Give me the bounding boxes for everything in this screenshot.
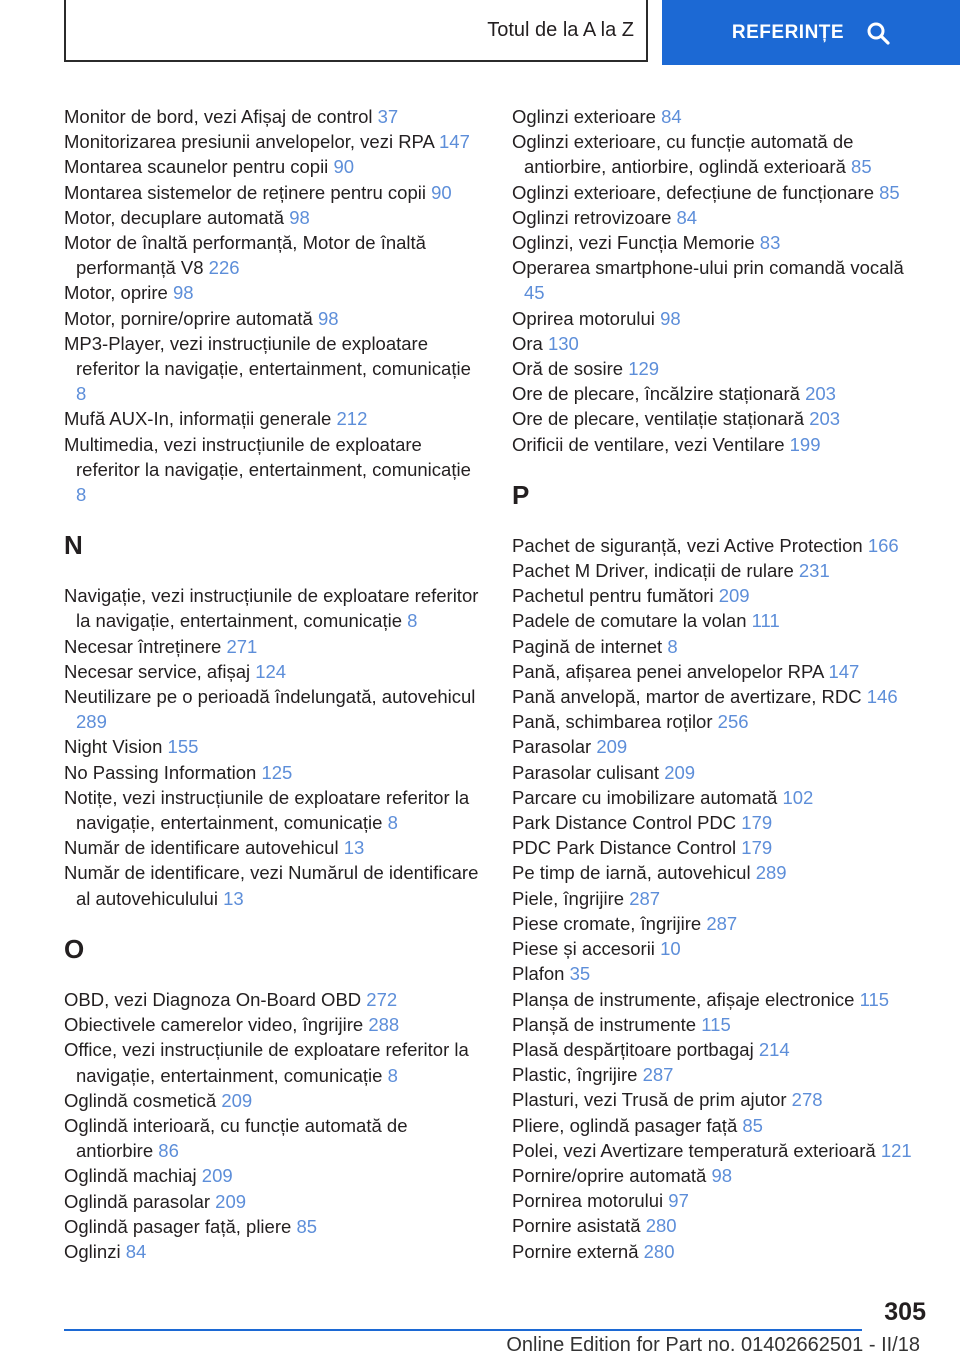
- index-entry-page-link[interactable]: 84: [125, 1240, 147, 1262]
- index-entry: [64, 1163, 482, 1188]
- index-entry-page-link[interactable]: 8: [387, 812, 398, 834]
- index-entry: [512, 205, 928, 230]
- index-entry-text: Oglinzi: [64, 1240, 121, 1262]
- index-entry-text: MP3-Player, vezi instrucțiunile de exploatare referitor la navigație, entertainment, comunicație: [64, 332, 471, 380]
- index-column-left: [64, 104, 482, 1264]
- index-entry: [512, 1188, 928, 1213]
- index-entry-page-link[interactable]: 287: [706, 912, 738, 934]
- index-entry-page-link[interactable]: 209: [221, 1089, 253, 1111]
- index-entry: [512, 709, 928, 734]
- index-entry-text: Pachetul pentru fumători: [512, 585, 714, 607]
- index-entry-text: Număr de identificare, vezi Numărul de identificare al autovehiculului: [64, 862, 479, 909]
- index-entry-page-link[interactable]: 146: [866, 686, 898, 708]
- index-entry-text: Pană, afișarea penei anvelopelor RPA: [512, 660, 824, 682]
- index-entry: [512, 1087, 928, 1112]
- index-entry-text: Multimedia, vezi instrucțiunile de exploatare referitor la navigație, entertainment, comunicație: [64, 433, 471, 480]
- index-entry-text: Padele de comutare la volan: [512, 610, 747, 632]
- index-entry-text: Pliere, oglindă pasager față: [512, 1114, 738, 1136]
- index-entry-text: Parcare cu imobilizare automată: [512, 786, 778, 808]
- index-entry: [64, 634, 482, 659]
- index-entry-page-link[interactable]: 209: [664, 761, 696, 783]
- index-entry: [64, 987, 482, 1012]
- index-entry-text: Navigație, vezi instrucțiunile de exploatare referitor la navigație, entertainment, comunicație: [64, 585, 479, 632]
- index-entry-page-link[interactable]: 226: [208, 257, 240, 279]
- index-entry-text: Oglindă interioară, cu funcție automată de antiorbire: [64, 1114, 408, 1162]
- index-entry-text: Oprirea motorului: [512, 307, 655, 329]
- index-entry-page-link[interactable]: 124: [255, 660, 287, 682]
- index-entry-page-link[interactable]: 179: [741, 812, 773, 834]
- index-entry-page-link[interactable]: 121: [880, 1139, 912, 1161]
- index-entry-text: Park Distance Control PDC: [512, 812, 737, 834]
- index-entry: [512, 583, 928, 608]
- index-entry: [64, 280, 482, 305]
- index-entry: [512, 760, 928, 785]
- index-entry-text: Pagină de internet: [512, 635, 663, 657]
- index-entry: [64, 154, 482, 179]
- index-entry-page-link[interactable]: 115: [701, 1013, 731, 1035]
- index-entry-text: Office, vezi instrucțiunile de exploatare referitor la navigație, entertainment, comunicație: [64, 1039, 469, 1086]
- index-entry-page-link[interactable]: 10: [660, 938, 681, 960]
- index-entry-page-link[interactable]: 287: [629, 887, 661, 909]
- index-entry-text: Motor, pornire/oprire automată: [64, 307, 313, 329]
- index-entry-page-link[interactable]: 130: [547, 332, 579, 354]
- index-entry-text: Pachet de siguranță, vezi Active Protection: [512, 534, 863, 556]
- index-entry: [512, 659, 928, 684]
- index-entry: [64, 835, 482, 860]
- index-entry-page-link[interactable]: 272: [366, 988, 398, 1010]
- index-entry: [512, 230, 928, 255]
- index-entry-text: Motor, decuplare automată: [64, 206, 285, 228]
- index-entry-text: Oglinzi exterioare, defecțiune de funcționare: [512, 181, 874, 203]
- index-entry-text: Monitor de bord, vezi Afișaj de control: [64, 106, 373, 127]
- index-entry-page-link[interactable]: 98: [660, 307, 681, 329]
- index-entry-page-link[interactable]: 287: [642, 1064, 674, 1086]
- index-entry-text: Planșa de instrumente, afișaje electronice: [512, 988, 855, 1010]
- search-icon[interactable]: [866, 21, 890, 45]
- index-entry-text: Pornire externă: [512, 1240, 639, 1262]
- index-entry-page-link[interactable]: 115: [859, 988, 890, 1010]
- index-entry: [64, 1037, 482, 1087]
- index-entry: [64, 1239, 482, 1264]
- index-entry-text: Plasturi, vezi Trusă de prim ajutor: [512, 1089, 787, 1111]
- index-entry-page-link[interactable]: 212: [336, 408, 368, 430]
- index-entry: [512, 331, 928, 356]
- index-letter-heading: O: [64, 933, 85, 964]
- index-entry: [64, 180, 482, 205]
- index-entry: [512, 1012, 928, 1037]
- index-entry: [512, 684, 928, 709]
- index-entry: [64, 860, 482, 910]
- index-entry: [64, 129, 482, 154]
- index-entry-text: Piese și accesorii: [512, 938, 655, 960]
- index-entry-text: Plastic, îngrijire: [512, 1064, 638, 1086]
- index-entry-page-link[interactable]: 45: [524, 282, 545, 304]
- index-entry: [64, 306, 482, 331]
- index-entry-text: Motor de înaltă performanță, Motor de înaltă performanță V8: [64, 232, 426, 279]
- index-entry-text: Oglindă machiaj: [64, 1165, 197, 1187]
- index-entry: [512, 1213, 928, 1238]
- index-entry: [512, 1239, 928, 1264]
- index-entry-page-link[interactable]: 102: [782, 786, 814, 808]
- index-letter-heading: P: [512, 479, 530, 510]
- index-entry: [512, 860, 928, 885]
- index-entry-page-link[interactable]: 8: [667, 635, 678, 657]
- index-entry-text: Număr de identificare autovehicul: [64, 837, 339, 859]
- index-entry-text: Pe timp de iarnă, autovehicul: [512, 862, 751, 884]
- index-entry: [512, 406, 928, 431]
- index-entry: [512, 608, 928, 633]
- index-entry-page-link[interactable]: 209: [596, 736, 628, 758]
- index-entry: [64, 104, 482, 129]
- index-entry-text: Oglinzi, vezi Funcția Memorie: [512, 232, 755, 254]
- index-entry-text: No Passing Information: [64, 761, 257, 783]
- index-entry: [512, 381, 928, 406]
- index-entry: [64, 785, 482, 835]
- index-entry: [64, 432, 482, 508]
- index-entry-page-link[interactable]: 35: [569, 963, 591, 985]
- index-entry-page-link[interactable]: 85: [742, 1114, 763, 1136]
- index-entry-page-link[interactable]: 111: [751, 610, 780, 632]
- index-entry-page-link[interactable]: 98: [173, 282, 194, 304]
- index-entry: [64, 1012, 482, 1037]
- index-entry: [512, 835, 928, 860]
- index-entry-page-link[interactable]: 288: [368, 1014, 400, 1036]
- index-entry: [64, 684, 482, 734]
- index-entry: [512, 886, 928, 911]
- index-entry-text: PDC Park Distance Control: [512, 837, 737, 859]
- index-entry-page-link[interactable]: 179: [741, 837, 773, 859]
- index-entry-page-link[interactable]: 280: [643, 1240, 675, 1262]
- index-entry: [512, 1062, 928, 1087]
- index-entry-text: Pornirea motorului: [512, 1190, 664, 1212]
- index-entry-page-link[interactable]: 203: [809, 408, 841, 430]
- index-entry: [512, 1138, 928, 1163]
- index-entry-text: Montarea scaunelor pentru copii: [64, 156, 329, 178]
- index-entry-page-link[interactable]: 125: [261, 761, 293, 783]
- index-entry-text: Pornire/oprire automată: [512, 1164, 707, 1186]
- index-entry-text: Monitorizarea presiunii anvelopelor, vezi RPA: [64, 131, 434, 153]
- index-entry-page-link[interactable]: 214: [758, 1038, 790, 1060]
- index-column-right: [512, 104, 928, 1264]
- index-entry-page-link[interactable]: 90: [431, 181, 452, 203]
- index-entry: [512, 104, 928, 129]
- index-entry-page-link[interactable]: 90: [333, 156, 355, 178]
- index-entry-text: Orificii de ventilare, vezi Ventilare: [512, 433, 785, 455]
- index-entry-text: Necesar service, afișaj: [64, 660, 251, 682]
- section-header: [64, 0, 648, 62]
- index-entry: [512, 634, 928, 659]
- index-entry-text: Ora: [512, 332, 543, 354]
- index-entry-text: Ore de plecare, ventilație staționară: [512, 408, 805, 430]
- index-entry-text: Ore de plecare, încălzire staționară: [512, 383, 800, 405]
- index-entry-page-link[interactable]: 83: [759, 232, 781, 254]
- index-entry: [512, 810, 928, 835]
- index-entry-text: Neutilizare pe o perioadă îndelungată, autovehicul: [64, 686, 476, 708]
- index-entry: [64, 1113, 482, 1163]
- index-entry: [512, 911, 928, 936]
- index-entry-page-link[interactable]: 13: [343, 837, 365, 859]
- index-entry: [64, 205, 482, 230]
- index-entry-page-link[interactable]: 289: [76, 711, 107, 733]
- index-entry-page-link[interactable]: 289: [755, 862, 787, 884]
- index-entry-page-link[interactable]: 98: [318, 307, 339, 329]
- index-entry: [64, 734, 482, 759]
- index-entry-text: Planșă de instrumente: [512, 1013, 697, 1035]
- index-entry-page-link[interactable]: 37: [377, 106, 399, 127]
- index-entry: [64, 1189, 482, 1214]
- index-entry: [512, 936, 928, 961]
- index-entry: [512, 432, 928, 457]
- index-entry-text: Montarea sistemelor de reținere pentru copii: [64, 181, 426, 203]
- index-entry-page-link[interactable]: 280: [645, 1215, 677, 1237]
- index-entry-text: Plasă despărțitoare portbagaj: [512, 1038, 754, 1060]
- index-entry: [512, 1163, 928, 1188]
- index-entry-page-link[interactable]: 209: [201, 1165, 233, 1187]
- index-entry: [512, 356, 928, 381]
- index-entry: [512, 558, 928, 583]
- index-entry-page-link[interactable]: 98: [289, 206, 310, 228]
- index-entry-text: Parasolar: [512, 736, 592, 758]
- index-entry-page-link[interactable]: 129: [628, 358, 660, 380]
- index-entry-text: OBD, vezi Diagnoza On-Board OBD: [64, 988, 362, 1010]
- index-entry: [64, 331, 482, 407]
- index-entry: [512, 306, 928, 331]
- index-entry: [512, 987, 928, 1012]
- index-entry: [64, 659, 482, 684]
- index-entry-page-link[interactable]: 86: [158, 1140, 179, 1162]
- index-entry-text: Oglinzi exterioare, cu funcție automată de antiorbire, antiorbire, oglindă exterioară: [512, 131, 854, 178]
- index-entry-text: Oră de sosire: [512, 358, 624, 380]
- section-title: Totul de la A la Z: [487, 18, 634, 41]
- index-entry-page-link[interactable]: 199: [789, 433, 821, 455]
- index-entry-page-link[interactable]: 85: [296, 1215, 318, 1237]
- index-entry-page-link[interactable]: 8: [407, 610, 418, 632]
- index-entry-text: Operarea smartphone-ului prin comandă vocală: [512, 257, 904, 279]
- index-entry: [512, 129, 928, 179]
- index-entry-text: Necesar întreținere: [64, 635, 222, 657]
- index-entry-text: Piese cromate, îngrijire: [512, 912, 702, 934]
- index-entry-text: Obiectivele camerelor video, îngrijire: [64, 1014, 364, 1036]
- index-entry-page-link[interactable]: 8: [387, 1064, 398, 1086]
- index-entry: [512, 533, 928, 558]
- index-entry: [64, 1214, 482, 1239]
- index-entry-text: Plafon: [512, 963, 565, 985]
- index-entry-page-link[interactable]: 98: [711, 1164, 733, 1186]
- index-entry: [64, 760, 482, 785]
- index-entry-text: Pornire asistată: [512, 1215, 641, 1237]
- index-entry-page-link[interactable]: 8: [76, 383, 87, 405]
- index-entry: [512, 1113, 928, 1138]
- index-entry-page-link[interactable]: 13: [223, 887, 244, 909]
- index-entry-text: Mufă AUX-In, informații generale: [64, 408, 332, 430]
- index-entry-text: Polei, vezi Avertizare temperatură exterioară: [512, 1139, 876, 1161]
- index-entry-page-link[interactable]: 209: [718, 585, 750, 607]
- index-entry-page-link[interactable]: 147: [828, 660, 860, 682]
- index-entry-text: Parasolar culisant: [512, 761, 660, 783]
- index-entry-page-link[interactable]: 84: [676, 206, 698, 228]
- index-entry-page-link[interactable]: 147: [439, 131, 470, 153]
- index-entry-page-link[interactable]: 271: [226, 635, 258, 657]
- index-entry-page-link[interactable]: 84: [661, 106, 682, 127]
- index-entry-text: Oglindă cosmetică: [64, 1089, 217, 1111]
- index-entry: [512, 785, 928, 810]
- index-entry: [64, 406, 482, 431]
- index-letter-heading: N: [64, 530, 83, 561]
- index-entry: [512, 961, 928, 986]
- index-entry-page-link[interactable]: 209: [215, 1190, 247, 1212]
- index-entry-page-link[interactable]: 203: [805, 383, 836, 405]
- index-entry: [512, 180, 928, 205]
- index-entry-text: Night Vision: [64, 736, 163, 758]
- index-entry-page-link[interactable]: 278: [791, 1089, 823, 1111]
- index-entry-page-link[interactable]: 97: [668, 1190, 689, 1212]
- index-entry-page-link[interactable]: 155: [167, 736, 199, 758]
- index-entry-text: Oglindă pasager față, pliere: [64, 1215, 292, 1237]
- index-entry-page-link[interactable]: 85: [879, 181, 900, 203]
- footer-divider: [64, 1329, 862, 1331]
- index-entry: [512, 255, 928, 305]
- index-entry: [512, 1037, 928, 1062]
- index-entry: [64, 583, 482, 633]
- index-entry-page-link[interactable]: 8: [76, 484, 87, 506]
- index-entry: [64, 230, 482, 280]
- references-tab[interactable]: [662, 0, 960, 65]
- index-entry: [64, 1088, 482, 1113]
- index-entry-page-link[interactable]: 166: [867, 534, 899, 556]
- index-entry-page-link[interactable]: 85: [851, 156, 872, 178]
- index-entry: [512, 734, 928, 759]
- references-tab-label: REFERINȚE: [731, 21, 845, 43]
- index-entry-text: Oglinzi exterioare: [512, 106, 656, 127]
- index-entry-text: Piele, îngrijire: [512, 887, 625, 909]
- index-entry-text: Oglindă parasolar: [64, 1190, 211, 1212]
- index-entry-text: Pachet M Driver, indicații de rulare: [512, 560, 794, 582]
- index-entry-text: Motor, oprire: [64, 282, 168, 304]
- footer-edition: Online Edition for Part no. 01402662501 - II/18: [506, 1334, 920, 1356]
- index-entry-text: Oglinzi retrovizoare: [512, 206, 672, 228]
- page-number: 305: [884, 1298, 926, 1326]
- index-entry-text: Pană, schimbarea roților: [512, 711, 713, 733]
- index-entry-page-link[interactable]: 231: [798, 560, 830, 582]
- index-entry-text: Notițe, vezi instrucțiunile de exploatare referitor la navigație, entertainment, comunicație: [64, 786, 470, 834]
- index-entry-text: Pană anvelopă, martor de avertizare, RDC: [512, 686, 862, 708]
- index-entry-page-link[interactable]: 256: [717, 711, 749, 733]
